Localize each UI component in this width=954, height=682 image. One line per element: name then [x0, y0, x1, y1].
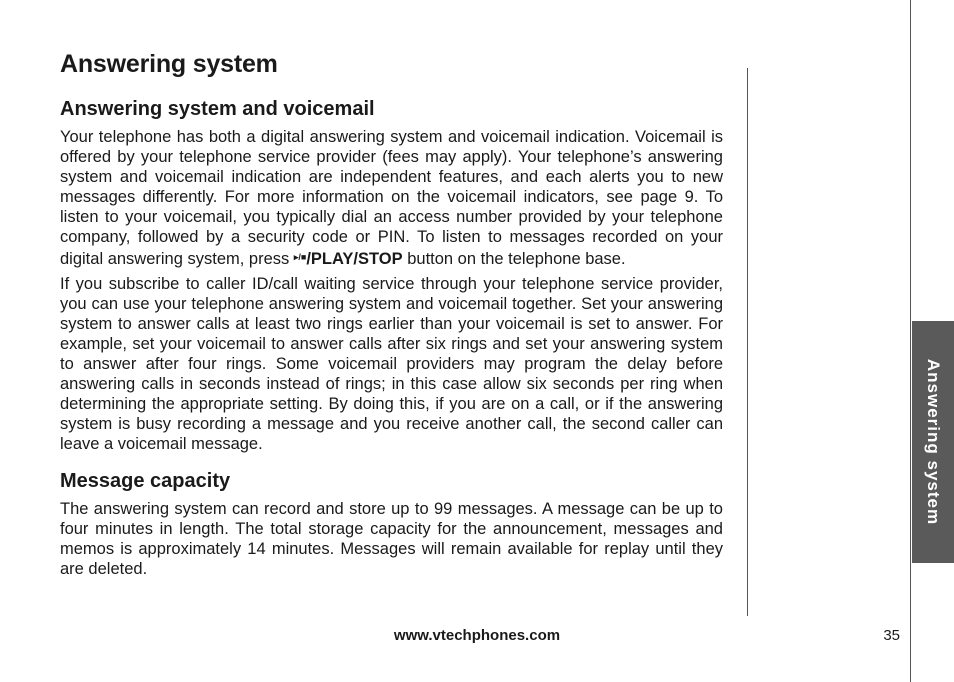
page-edge-line: [910, 0, 911, 682]
play-stop-icon: ▸/■: [293, 252, 307, 262]
column-divider: [747, 68, 748, 616]
paragraph-voicemail-intro-tail: button on the telephone base.: [407, 250, 626, 268]
footer-url[interactable]: www.vtechphones.com: [393, 627, 561, 644]
paragraph-voicemail-intro: [60, 127, 723, 269]
page-title: Answering system: [60, 50, 278, 78]
paragraph-caller-id: If you subscribe to caller ID/call waiting service through your telephone service provider, you can use your telephone answering system and voicemail together. Set your answering system to answer calls at least two rings earlier than your voicemail is set to answer. For example, set your voicemail to answer calls after six rings and set your answering system to answer after four rings. Some voicemail providers may program the delay before answering calls in seconds instead of rings; in this case allow six seconds per ring when determining the appropriate setting. By doing this, if you are on a call, or if the answering system is busy recording a message and you receive another call, the second caller can leave a voicemail message.: [60, 275, 723, 453]
section-heading-voicemail: Answering system and voicemail: [60, 98, 375, 120]
play-stop-button-label: /PLAY/STOP: [306, 250, 403, 268]
paragraph-capacity: The answering system can record and store up to 99 messages. A message can be up to four minutes in length. The total storage capacity for the announcement, messages and memos is approximately 14 minutes. Messages will remain available for replay until they are deleted.: [60, 500, 723, 578]
side-tab: [912, 321, 954, 563]
content-column: [60, 97, 723, 584]
side-tab-label: Answering system: [924, 358, 943, 526]
section-heading-capacity: Message capacity: [60, 470, 231, 492]
paragraph-voicemail-intro-text: Your telephone has both a digital answering system and voicemail indication. Voicemail is offered by your telephone service provider (fees may apply). Your telephone’s answering system and voicemail indication are independent features, and each alerts you to new messages differently. For more information on the voicemail indicators, see page 9. To listen to your voicemail, you typically dial an access number provided by your telephone company, followed by a security code or PIN. To listen to messages recorded on your digital answering system, press: [60, 128, 723, 268]
page-number: 35: [883, 627, 900, 644]
